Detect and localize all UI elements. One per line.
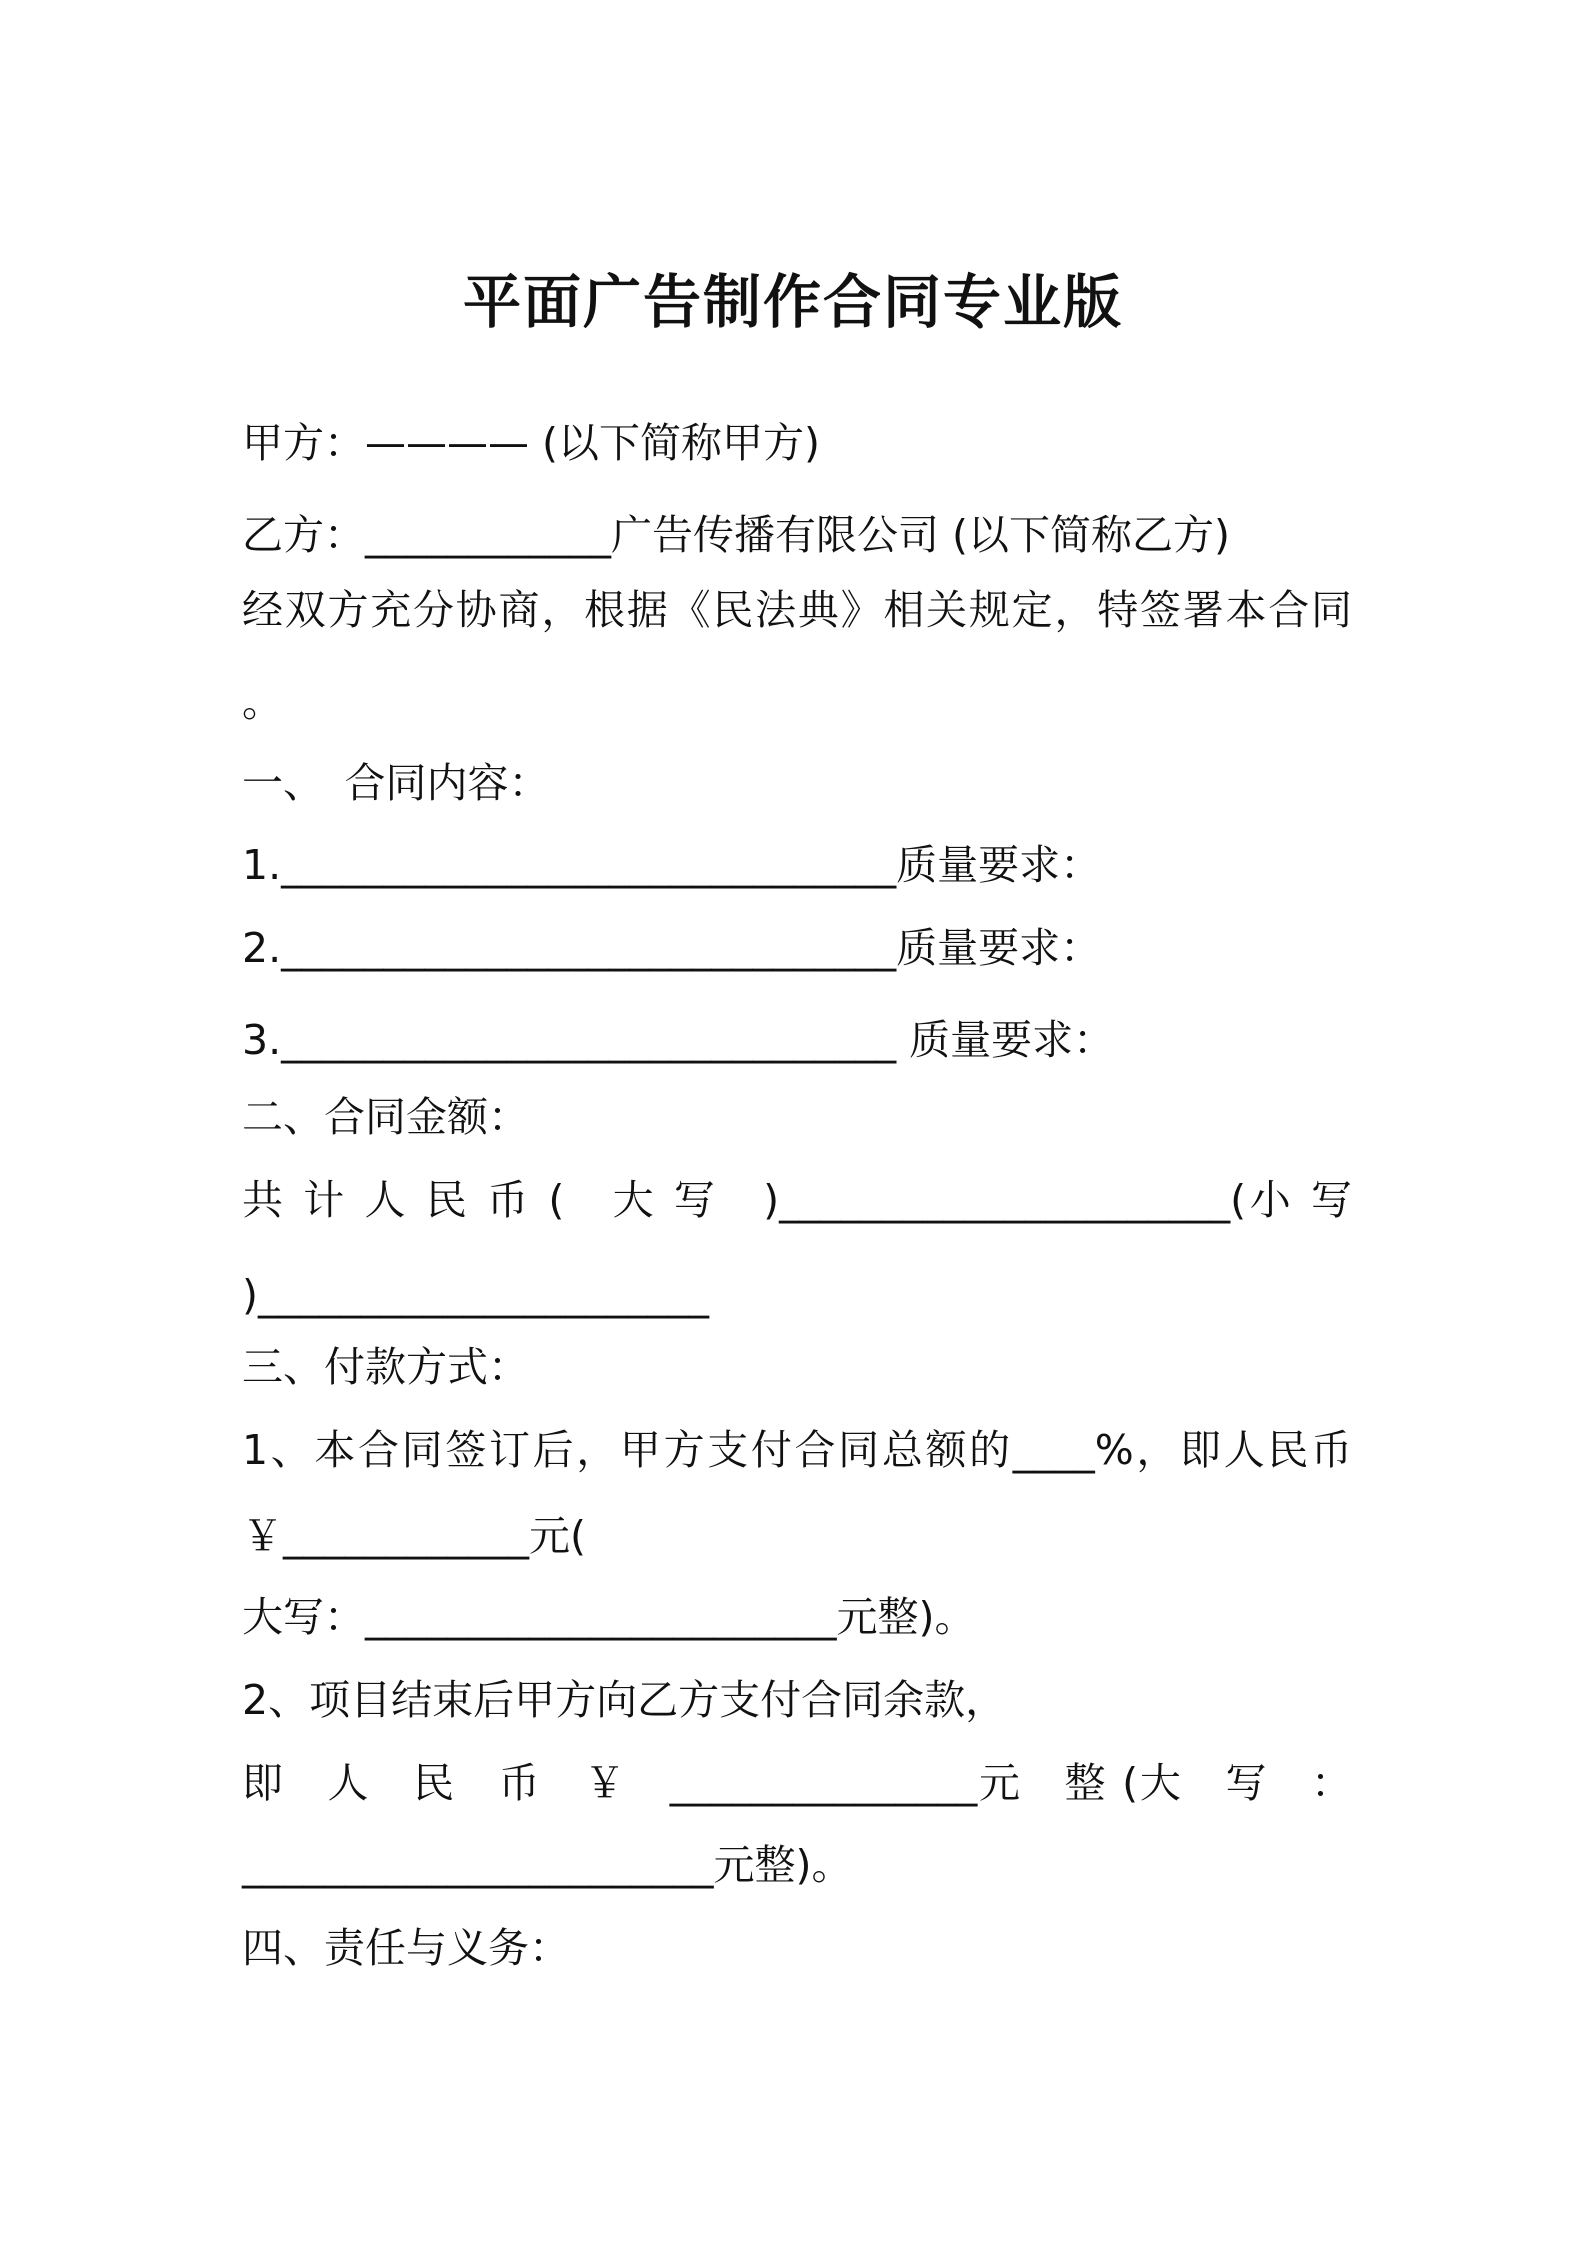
section-3-heading: 三、付款方式： [242,1343,529,1391]
intro-paragraph: 经双方充分协商，根据《民法典》相关规定，特签署本合同 [242,586,1352,634]
intro-period: 。 [242,678,283,726]
amount-line-2: )______________________ [242,1271,709,1319]
section-4-heading: 四、责任与义务： [242,1924,570,1972]
payment-1-line-1: 1、本合同签订后，甲方支付合同总额的____%，即人民币 [242,1426,1352,1474]
section-1-heading: 一、 合同内容： [242,759,550,807]
party-a-line: 甲方：———— (以下简称甲方) [242,419,821,467]
payment-2-line-2: 即 人 民 币 ￥ _______________元 整 (大 写 ： [242,1759,1352,1807]
payment-1-line-3: 大写：_______________________元整)。 [242,1593,976,1641]
amount-line-1: 共 计 人 民 币 ( 大 写 )______________________(小 写 [242,1176,1352,1224]
content-item-2: 2.______________________________质量要求： [242,924,1102,972]
content-item-1: 1.______________________________质量要求： [242,841,1102,889]
section-2-heading: 二、合同金额： [242,1093,529,1141]
content-item-3: 3.______________________________ 质量要求： [242,1016,1115,1064]
payment-2-line-1: 2、项目结束后甲方向乙方支付合同余款， [242,1676,1007,1724]
payment-2-line-3: _______________________元整)。 [242,1841,853,1889]
payment-1-line-2: ￥____________元( [242,1512,586,1560]
contract-title: 平面广告制作合同专业版 [462,268,1123,336]
party-b-line: 乙方：____________广告传播有限公司 (以下简称乙方) [242,511,1231,559]
